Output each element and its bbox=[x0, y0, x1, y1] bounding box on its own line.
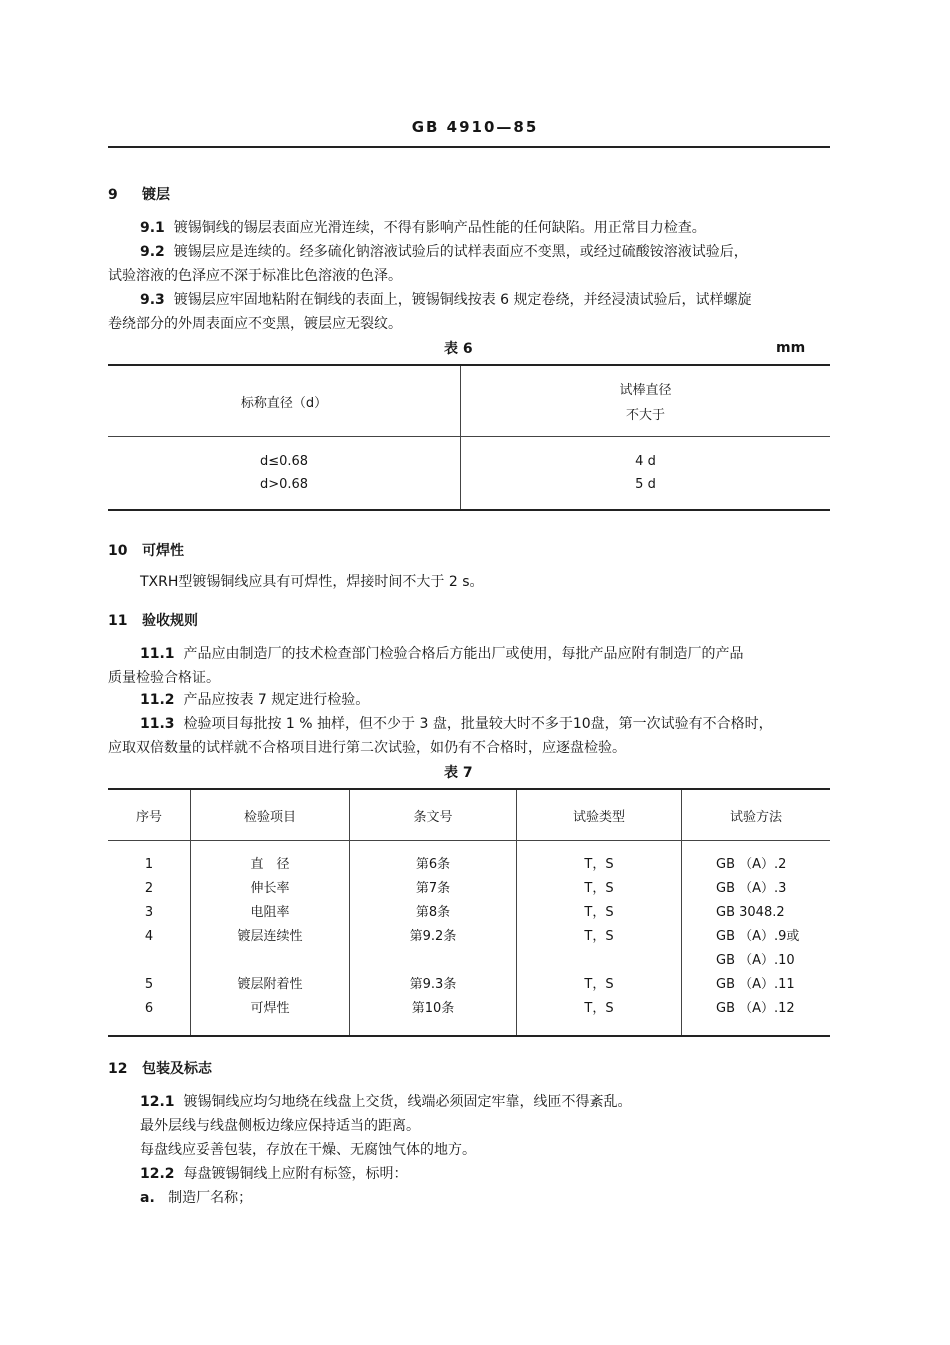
cell-value: 第9.2条 bbox=[409, 929, 457, 944]
cell-value: 电阻率 bbox=[250, 905, 290, 920]
cell-value bbox=[191, 949, 349, 973]
cell-value bbox=[517, 949, 681, 973]
cell-value: 3 bbox=[144, 905, 154, 920]
clause-text: 镀锡层应是连续的。经多硫化钠溶液试验后的试样表面应不变黑，或经过硫酸铵溶液试验后， bbox=[173, 244, 748, 260]
cell-value: GB （A）.10 bbox=[716, 953, 795, 968]
clause-text-cont: 试验溶液的色泽应不深于标准比色溶液的色泽。 bbox=[108, 268, 402, 284]
cell-value: 第10条 bbox=[411, 1001, 455, 1016]
cell-value: T，S bbox=[584, 881, 614, 896]
col-no bbox=[108, 841, 191, 1037]
clause-text-cont: 质量检验合格证。 bbox=[108, 670, 220, 686]
header-no: 序号 bbox=[108, 789, 191, 841]
cell-value: T，S bbox=[584, 929, 614, 944]
clause-number: 12.2 bbox=[140, 1166, 175, 1182]
table-row bbox=[108, 437, 830, 511]
col-type bbox=[517, 841, 682, 1037]
clause-text: 镀锡铜线的锡层表面应光滑连续，不得有影响产品性能的任何缺陷。用正常目力检查。 bbox=[173, 220, 706, 236]
cell-value: GB （A）.2 bbox=[716, 857, 787, 872]
section-11-heading bbox=[108, 610, 198, 630]
header-method: 试验方法 bbox=[682, 789, 831, 841]
cell-rod bbox=[461, 437, 831, 511]
clause-text-cont: 应取双倍数量的试样就不合格项目进行第二次试验，如仍有不合格时，应逐盘检验。 bbox=[108, 740, 626, 756]
cell-value: 第9.3条 bbox=[409, 977, 457, 992]
table-body-row bbox=[108, 841, 830, 1037]
cell-value: 1 bbox=[144, 857, 154, 872]
list-text: 制造厂名称； bbox=[168, 1190, 253, 1206]
table6-unit: mm bbox=[776, 340, 806, 356]
cell-value: 5 bbox=[144, 977, 154, 992]
clause-number: 11.2 bbox=[140, 692, 175, 708]
section-title: 镀层 bbox=[142, 187, 170, 203]
cell-value: GB （A）.3 bbox=[716, 881, 787, 896]
cell-value: 镀层连续性 bbox=[237, 929, 303, 944]
cell-value: GB （A）.11 bbox=[716, 977, 795, 992]
header-line: 不大于 bbox=[625, 408, 665, 423]
section-title: 可焊性 bbox=[142, 543, 184, 559]
section-title: 包装及标志 bbox=[142, 1061, 212, 1077]
header-clause: 条文号 bbox=[350, 789, 517, 841]
cell-value: T，S bbox=[584, 857, 614, 872]
section-number: 9 bbox=[108, 187, 118, 203]
cell-value: 第6条 bbox=[415, 857, 451, 872]
section-number: 10 bbox=[108, 543, 128, 559]
header-line: 试棒直径 bbox=[619, 383, 672, 398]
cell-value: d≤0.68 bbox=[259, 454, 309, 469]
clause-number: 12.1 bbox=[140, 1094, 175, 1110]
clause-text: TXRH型镀锡铜线应具有可焊性，焊接时间不大于 2 s。 bbox=[140, 574, 484, 590]
clause-text: 产品应按表 7 规定进行检验。 bbox=[183, 692, 370, 708]
clause-number: 9.1 bbox=[140, 220, 165, 236]
col-clause bbox=[350, 841, 517, 1037]
header-type: 试验类型 bbox=[517, 789, 682, 841]
clause-number: 9.3 bbox=[140, 292, 165, 308]
page-header: GB 4910—85 bbox=[411, 118, 539, 136]
cell-value bbox=[350, 949, 516, 973]
list-item-a bbox=[108, 1186, 830, 1210]
cell-value: GB （A）.12 bbox=[716, 1001, 795, 1016]
clause-text: 产品应由制造厂的技术检查部门检验合格后方能出厂或使用，每批产品应附有制造厂的产品 bbox=[183, 646, 744, 662]
clause-text: 镀锡铜线应均匀地绕在线盘上交货，线端必须固定牢靠，线匝不得紊乱。 bbox=[183, 1094, 632, 1110]
col-method bbox=[682, 841, 831, 1037]
col-item bbox=[191, 841, 350, 1037]
clause-text-cont: 最外层线与线盘侧板边缘应保持适当的距离。 bbox=[140, 1118, 420, 1134]
section-number: 12 bbox=[108, 1061, 128, 1077]
cell-value: 直 径 bbox=[250, 857, 290, 872]
cell-value: 伸长率 bbox=[250, 881, 290, 896]
list-marker: a. bbox=[140, 1190, 155, 1206]
cell-diameter bbox=[108, 437, 461, 511]
section-title: 验收规则 bbox=[142, 613, 198, 629]
cell-value bbox=[108, 949, 190, 973]
para-11-3 bbox=[108, 712, 830, 760]
para-12-1 bbox=[108, 1090, 830, 1162]
clause-number: 11.3 bbox=[140, 716, 175, 732]
cell-value: 第8条 bbox=[415, 905, 451, 920]
clause-number: 11.1 bbox=[140, 646, 175, 662]
clause-text: 检验项目每批按 1 % 抽样，但不少于 3 盘，批量较大时不多于10盘，第一次试验有不合格时， bbox=[183, 716, 773, 732]
header-rod-diameter bbox=[461, 365, 831, 437]
table7-caption: 表 7 bbox=[444, 765, 473, 781]
cell-value: 可焊性 bbox=[250, 1001, 290, 1016]
para-9-1 bbox=[108, 216, 830, 240]
table6-caption: 表 6 bbox=[444, 341, 473, 357]
cell-value: 5 d bbox=[635, 477, 656, 492]
section-number: 11 bbox=[108, 613, 128, 629]
cell-value: 4 d bbox=[635, 454, 656, 469]
clause-text-cont: 卷绕部分的外周表面应不变黑，镀层应无裂纹。 bbox=[108, 316, 402, 332]
cell-value: 镀层附着性 bbox=[237, 977, 303, 992]
para-9-2 bbox=[108, 240, 830, 288]
table-header-row bbox=[108, 789, 830, 841]
cell-value: 第7条 bbox=[415, 881, 451, 896]
header-rule bbox=[108, 146, 830, 148]
para-10 bbox=[108, 570, 830, 594]
clause-text: 每盘镀锡铜线上应附有标签，标明： bbox=[183, 1166, 408, 1182]
para-11-1 bbox=[108, 642, 830, 690]
header-item: 检验项目 bbox=[191, 789, 350, 841]
cell-value: T，S bbox=[584, 1001, 614, 1016]
clause-number: 9.2 bbox=[140, 244, 165, 260]
cell-value: 6 bbox=[144, 1001, 154, 1016]
para-12-2 bbox=[108, 1162, 830, 1186]
cell-value: 2 bbox=[144, 881, 154, 896]
cell-value: 4 bbox=[144, 929, 154, 944]
clause-text-cont: 每盘线应妥善包装，存放在干燥、无腐蚀气体的地方。 bbox=[140, 1142, 476, 1158]
cell-value: d>0.68 bbox=[259, 477, 309, 492]
section-9-heading bbox=[108, 184, 170, 204]
section-10-heading bbox=[108, 540, 184, 560]
header-nominal-diameter: 标称直径（d） bbox=[108, 365, 461, 437]
section-12-heading bbox=[108, 1058, 212, 1078]
para-9-3 bbox=[108, 288, 830, 336]
cell-value: GB （A）.9或 bbox=[716, 929, 800, 944]
cell-value: T，S bbox=[584, 977, 614, 992]
table-header-row bbox=[108, 365, 830, 437]
cell-value: GB 3048.2 bbox=[716, 905, 785, 920]
table-6 bbox=[108, 364, 830, 511]
para-11-2 bbox=[108, 688, 830, 712]
table-7 bbox=[108, 788, 830, 1037]
clause-text: 镀锡层应牢固地粘附在铜线的表面上，镀锡铜线按表 6 规定卷绕，并经浸渍试验后，试样螺旋 bbox=[173, 292, 752, 308]
cell-value: T，S bbox=[584, 905, 614, 920]
